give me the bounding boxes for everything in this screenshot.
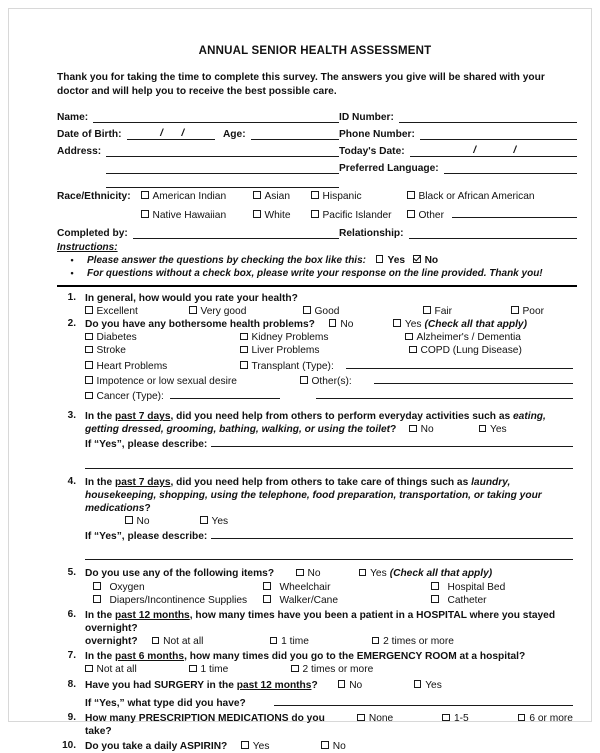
option-yes[interactable]: Yes (241, 740, 321, 753)
option-wheelchair[interactable]: Wheelchair (263, 581, 413, 594)
question-4-describe-label: If “Yes”, please describe: (85, 531, 208, 543)
question-5-header (85, 567, 573, 580)
address-input-2[interactable] (106, 162, 339, 174)
option-none[interactable]: None (357, 712, 442, 725)
dob-label: Date of Birth: (57, 128, 122, 140)
option-yes[interactable]: Yes (414, 679, 442, 692)
bullet-icon: • (70, 254, 74, 265)
question-4-describe (85, 528, 573, 543)
option-very-good[interactable]: Very good (189, 305, 303, 318)
question-8-number: 8. (67, 678, 76, 690)
checkbox-icon[interactable] (376, 255, 384, 263)
identity-block (57, 106, 577, 239)
question-8-describe (85, 695, 573, 710)
option-2-times-or-more[interactable]: 2 times or more (291, 663, 373, 676)
checkbox-icon[interactable] (141, 191, 149, 199)
question-7-text: In the past 6 months, how many times did you go to the EMERGENCY ROOM at a hospital? (85, 651, 526, 663)
row-dob-age-phone (57, 123, 577, 140)
todays-date-label: Today's Date: (339, 145, 405, 157)
question-1-options (85, 305, 573, 318)
option-others[interactable]: Other(s): (300, 375, 352, 388)
question-5 (57, 567, 573, 607)
cancer-type-input[interactable] (170, 389, 280, 399)
question-5-number: 5. (67, 567, 76, 579)
option-yes[interactable]: Yes (Check all that apply) (359, 567, 493, 580)
race-option-white[interactable]: White (253, 210, 311, 221)
question-8-describe-label: If “Yes,” what type did you have? (85, 697, 246, 709)
example-checkbox-yes[interactable]: Yes (376, 255, 405, 266)
preferred-language-label: Preferred Language: (339, 162, 439, 174)
question-9-row (85, 712, 573, 739)
checkbox-icon[interactable] (407, 191, 415, 199)
question-4-text: In the past 7 days, did you need help from others to take care of things such as laundry, housekeeping, shopping, using the telephone, food preparation, transportation, or taking your medications? (85, 476, 542, 514)
question-5-row-1 (85, 581, 573, 594)
checkbox-icon[interactable] (93, 595, 101, 603)
option-diabetes[interactable]: Diabetes (85, 331, 240, 344)
section-divider (57, 285, 577, 287)
question-7 (57, 650, 573, 676)
checkbox-icon[interactable] (407, 210, 415, 218)
checkbox-icon[interactable] (479, 425, 487, 433)
option-not-at-all[interactable]: Not at all (85, 663, 189, 676)
race-option-pacific-islander[interactable]: Pacific Islander (311, 210, 407, 221)
question-10-text: Do you take a daily ASPIRIN? (85, 740, 228, 752)
question-9-number: 9. (67, 712, 76, 724)
checkbox-icon[interactable] (311, 191, 319, 199)
row-address-date (57, 140, 577, 157)
option-catheter[interactable]: Catheter (431, 594, 487, 607)
option-no[interactable]: No (338, 679, 414, 692)
instruction-bullet-1 (57, 255, 573, 266)
age-input[interactable] (251, 128, 339, 140)
checkbox-icon[interactable] (311, 210, 319, 218)
option-impotence[interactable]: Impotence or low sexual desire (85, 375, 300, 388)
row-address2-language (57, 157, 577, 174)
id-number-input[interactable] (399, 111, 577, 123)
transplant-type-input[interactable] (346, 358, 573, 369)
question-4-options (85, 515, 573, 528)
checkbox-icon[interactable] (200, 516, 208, 524)
question-5-text: Do you use any of the following items? (85, 568, 275, 580)
id-number-label: ID Number: (339, 111, 394, 123)
race-option-black-african-american[interactable]: Black or African American (407, 191, 535, 202)
option-2-times-or-more[interactable]: 2 times or more (372, 635, 454, 648)
preferred-language-input[interactable] (444, 162, 577, 174)
phone-label: Phone Number: (339, 128, 415, 140)
checkbox-icon[interactable] (518, 714, 526, 722)
option-copd[interactable]: COPD (Lung Disease) (409, 344, 522, 357)
check-all-note: (Check all that apply) (389, 568, 493, 580)
address-input-1[interactable] (106, 145, 339, 157)
option-yes[interactable]: Yes (Check all that apply) (393, 318, 527, 331)
option-6-or-more[interactable]: 6 or more (518, 712, 573, 725)
option-yes[interactable]: Yes (479, 423, 507, 436)
option-cancer[interactable]: Cancer (Type): (85, 390, 164, 403)
checkbox-icon[interactable] (270, 637, 278, 645)
checkbox-icon[interactable] (405, 333, 413, 341)
row-name-id (57, 106, 577, 123)
race-option-asian[interactable]: Asian (253, 191, 311, 202)
instruction-bullet-2 (57, 268, 573, 279)
checkbox-icon[interactable] (253, 191, 261, 199)
checkbox-icon[interactable] (189, 306, 197, 314)
others-input[interactable] (374, 373, 573, 384)
checkbox-icon[interactable] (329, 319, 337, 327)
option-no[interactable]: No (125, 515, 200, 528)
form-content (57, 45, 573, 753)
question-2-text: Do you have any bothersome health problems? (85, 318, 315, 330)
option-no[interactable]: No (296, 567, 321, 580)
question-3-describe-input-line2[interactable] (85, 458, 573, 469)
option-kidney-problems[interactable]: Kidney Problems (240, 331, 385, 344)
question-8-text: Have you had SURGERY in the past 12 months? (85, 679, 318, 691)
option-liver-problems[interactable]: Liver Problems (240, 344, 385, 357)
question-8-header (85, 679, 573, 692)
option-no[interactable]: No (321, 740, 346, 753)
check-all-note: (Check all that apply) (424, 318, 527, 330)
checkbox-icon[interactable] (125, 516, 133, 524)
checkbox-checked-icon[interactable] (413, 255, 421, 263)
option-oxygen[interactable]: Oxygen (85, 581, 263, 594)
question-3-describe (85, 436, 573, 451)
race-other-input[interactable] (452, 206, 577, 218)
checkbox-icon[interactable] (296, 569, 304, 577)
checkbox-icon[interactable] (321, 741, 329, 749)
option-no[interactable]: No (409, 423, 434, 436)
question-2-row-1 (85, 331, 573, 344)
row-address3 (57, 174, 577, 188)
checkbox-icon[interactable] (241, 741, 249, 749)
checkbox-icon[interactable] (372, 637, 380, 645)
question-3 (57, 410, 573, 468)
age-label: Age: (222, 128, 246, 140)
checkbox-icon[interactable] (442, 714, 450, 722)
question-2-number: 2. (67, 317, 76, 329)
question-2-header (85, 318, 573, 331)
race-option-native-hawaiian[interactable]: Native Hawaiian (141, 210, 253, 221)
question-6-overnight-label: overnight? (85, 636, 138, 648)
checkbox-icon[interactable] (85, 361, 93, 369)
others-input-line2[interactable] (316, 388, 573, 399)
option-fair[interactable]: Fair (423, 305, 511, 318)
checkbox-icon[interactable] (141, 210, 149, 218)
checkbox-icon[interactable] (431, 595, 439, 603)
option-1-5[interactable]: 1-5 (442, 712, 517, 725)
question-6-options (85, 635, 573, 648)
checkbox-icon[interactable] (240, 333, 248, 341)
instruction-1-text: Please answer the questions by checking the box like this: (87, 254, 366, 266)
checkbox-icon[interactable] (423, 306, 431, 314)
checkbox-icon[interactable] (511, 306, 519, 314)
relationship-input[interactable] (409, 227, 577, 239)
checkbox-icon[interactable] (85, 346, 93, 354)
race-option-other[interactable]: Other (407, 210, 444, 221)
question-1-text: In general, how would you rate your health? (85, 292, 298, 304)
question-3-describe-label: If “Yes”, please describe: (85, 439, 208, 451)
race-option-hispanic[interactable]: Hispanic (311, 191, 407, 202)
completed-by-input[interactable] (133, 227, 339, 239)
question-6-number: 6. (67, 609, 76, 621)
question-10 (57, 740, 573, 753)
checkbox-icon[interactable] (93, 582, 101, 590)
checkbox-icon[interactable] (338, 680, 346, 688)
instruction-2-text: For questions without a check box, please write your response on the line provided. Thank you! (87, 267, 543, 279)
question-9-text: How many PRESCRIPTION MEDICATIONS do you take? (85, 713, 325, 738)
question-10-row (85, 740, 573, 753)
phone-input[interactable] (420, 128, 577, 140)
question-3-number: 3. (67, 410, 76, 422)
checkbox-icon[interactable] (152, 637, 160, 645)
question-5-row-2 (85, 594, 573, 607)
name-label: Name: (57, 111, 89, 123)
option-1-time[interactable]: 1 time (189, 663, 291, 676)
address-label: Address: (57, 145, 102, 157)
question-4-describe-input-line2[interactable] (85, 549, 573, 560)
instructions-heading: Instructions: (57, 241, 118, 253)
question-3-describe-input[interactable] (211, 436, 573, 447)
option-transplant[interactable]: Transplant (Type): (240, 360, 334, 373)
race-label: Race/Ethnicity: (57, 190, 131, 202)
checkbox-icon[interactable] (357, 714, 365, 722)
row-completed-relationship (57, 222, 577, 239)
option-diapers-incontinence[interactable]: Diapers/Incontinence Supplies (85, 594, 263, 607)
checkbox-icon[interactable] (409, 346, 417, 354)
option-stroke[interactable]: Stroke (85, 344, 240, 357)
checkbox-icon[interactable] (85, 392, 93, 400)
checkbox-icon[interactable] (85, 665, 93, 673)
question-2-row-2 (85, 344, 573, 357)
option-good[interactable]: Good (303, 305, 423, 318)
question-7-number: 7. (67, 650, 76, 662)
form-page (8, 8, 592, 752)
option-yes[interactable]: Yes (200, 515, 228, 528)
completed-by-label: Completed by: (57, 227, 128, 239)
question-2-row-4 (85, 373, 573, 388)
checkbox-icon[interactable] (240, 361, 248, 369)
checkbox-icon[interactable] (189, 665, 197, 673)
checkbox-icon[interactable] (393, 319, 401, 327)
checkbox-icon[interactable] (85, 376, 93, 384)
intro-paragraph: Thank you for taking the time to complete this survey. The answers you give will be shared with your doctor and will help you to receive the best possible care. (57, 72, 545, 97)
question-2 (57, 318, 573, 404)
option-walker-cane[interactable]: Walker/Cane (263, 594, 413, 607)
question-4 (57, 476, 573, 561)
question-4-number: 4. (67, 475, 76, 487)
name-input[interactable] (93, 111, 339, 123)
option-alzheimers-dementia[interactable]: Alzheimer's / Dementia (405, 331, 521, 344)
question-10-number: 10. (62, 739, 76, 751)
race-row-1 (57, 191, 577, 206)
question-8-surgery-type-input[interactable] (274, 695, 573, 706)
race-row-2 (57, 206, 577, 221)
question-8 (57, 679, 573, 711)
option-1-time[interactable]: 1 time (270, 635, 372, 648)
checkbox-icon[interactable] (85, 333, 93, 341)
question-1-number: 1. (67, 291, 76, 303)
checkbox-icon[interactable] (253, 210, 261, 218)
option-hospital-bed[interactable]: Hospital Bed (431, 581, 505, 594)
option-not-at-all[interactable]: Not at all (152, 635, 270, 648)
question-2-row-5 (85, 388, 573, 403)
dob-input[interactable] (127, 128, 215, 140)
option-poor[interactable]: Poor (511, 305, 544, 318)
question-6-text: In the past 12 months, how many times have you been a patient in a HOSPITAL where you stayed overnight? (85, 610, 556, 635)
option-excellent[interactable]: Excellent (85, 305, 189, 318)
option-heart-problems[interactable]: Heart Problems (85, 360, 240, 373)
page-title: ANNUAL SENIOR HEALTH ASSESSMENT (198, 45, 432, 57)
question-2-row-3 (85, 358, 573, 373)
checkbox-icon[interactable] (409, 425, 417, 433)
checkbox-icon[interactable] (414, 680, 422, 688)
question-1 (57, 292, 573, 318)
question-6 (57, 609, 573, 648)
checkbox-icon[interactable] (359, 569, 367, 577)
question-3-text: In the past 7 days, did you need help from others to perform everyday activities such as eating, getting dressed, grooming, bathing, walking, or using the toilet? No Yes (85, 411, 546, 436)
example-checkbox-no[interactable]: No (413, 255, 438, 266)
checkbox-icon[interactable] (303, 306, 311, 314)
checkbox-icon[interactable] (263, 595, 271, 603)
bullet-icon: • (70, 267, 74, 278)
option-no[interactable]: No (329, 318, 354, 331)
checkbox-icon[interactable] (431, 582, 439, 590)
question-7-options (85, 663, 573, 676)
relationship-label: Relationship: (339, 227, 404, 239)
checkbox-icon[interactable] (300, 376, 308, 384)
race-option-american-indian[interactable]: American Indian (141, 191, 253, 202)
question-4-describe-input[interactable] (211, 528, 573, 539)
checkbox-icon[interactable] (263, 582, 271, 590)
question-9 (57, 712, 573, 739)
checkbox-icon[interactable] (240, 346, 248, 354)
todays-date-input[interactable] (410, 145, 577, 157)
address-input-3[interactable] (106, 176, 339, 188)
checkbox-icon[interactable] (85, 306, 93, 314)
checkbox-icon[interactable] (291, 665, 299, 673)
